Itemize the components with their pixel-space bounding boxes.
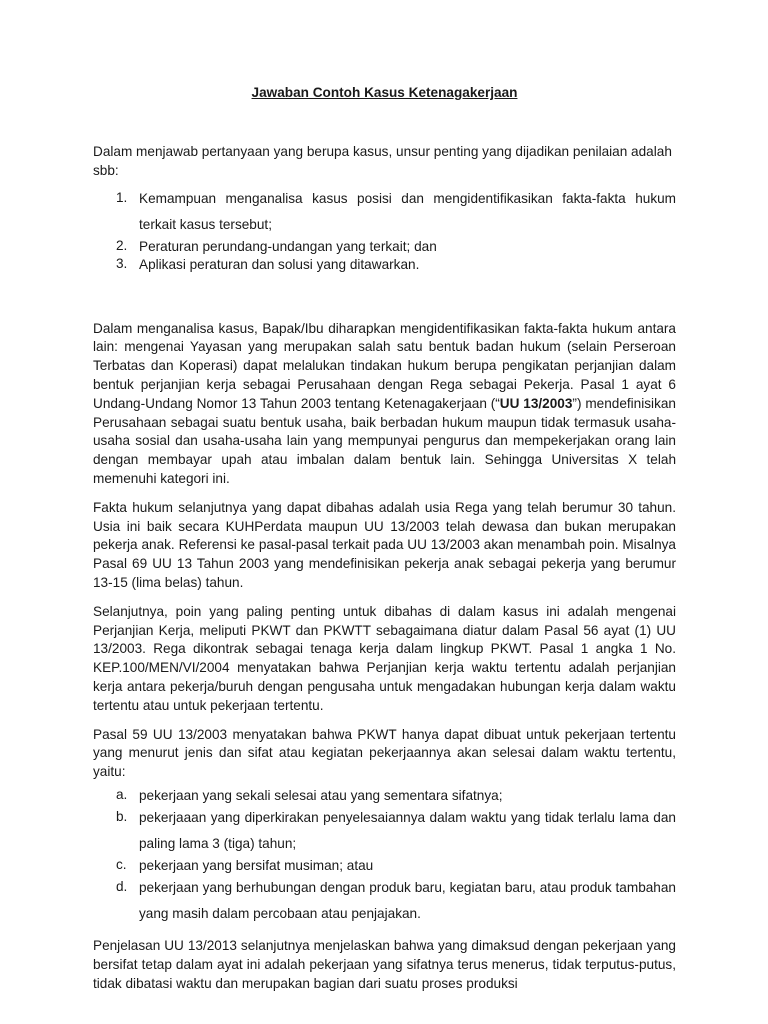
pkwt-item (93, 787, 676, 805)
criteria-item (93, 238, 676, 256)
pkwt-item (93, 857, 676, 875)
list-item-text: Peraturan perundang-undangan yang terkait; dan (139, 238, 437, 254)
criteria-item (93, 186, 676, 238)
intro-paragraph: Dalam menjawab pertanyaan yang berupa kasus, unsur penting yang dijadikan penilaian adalah sbb: (93, 144, 672, 178)
list-marker: 2. (116, 237, 128, 253)
paragraph-penjelasan: Penjelasan UU 13/2013 selanjutnya menjelaskan bahwa yang dimaksud dengan pekerjaan yang bersifat tetap dalam ayat ini adalah pekerjaan yang sifatnya terus menerus, tidak terputus-putus, tidak dibatasi waktu dan merupakan bagian dari suatu proses produksi (93, 937, 676, 991)
list-marker: c. (116, 856, 127, 872)
pkwt-item (93, 805, 676, 857)
list-item-text: pekerjaan yang sekali selesai atau yang sementara sifatnya; (139, 787, 503, 803)
list-marker: 1. (116, 189, 128, 205)
list-item-text: Aplikasi peraturan dan solusi yang ditawarkan. (139, 256, 420, 272)
pkwt-list (93, 787, 676, 927)
list-marker: b. (116, 808, 128, 824)
paragraph-text: ”) mendefinisikan Perusahaan sebagai suatu bentuk usaha, baik berbadan hukum maupun tidak termasuk usaha-usaha sosial dan usaha-usaha lain yang mempunyai pengurus dan mempekerjakan orang lain dengan membayar upah atau imbalan dalam bentuk lain. Sehingga Universitas X telah memenuhi kategori ini. (93, 395, 676, 486)
document-body (93, 84, 676, 993)
list-marker: 3. (116, 255, 128, 271)
list-item-text: Kemampuan menganalisa kasus posisi dan mengidentifikasikan fakta-fakta hukum terkait kasus tersebut; (139, 190, 676, 232)
criteria-item (93, 256, 676, 274)
document-title: Jawaban Contoh Kasus Ketenagakerjaan (251, 85, 518, 100)
paragraph-perjanjian-kerja: Selanjutnya, poin yang paling penting untuk dibahas di dalam kasus ini adalah mengenai Perjanjian Kerja, meliputi PKWT dan PKWTT sebagaimana diatur dalam Pasal 56 ayat (1) UU 13/2003. Rega dikontrak sebagai tenaga kerja dalam lingkup PKWT. Pasal 1 angka 1 No. KEP.100/MEN/VI/2004 menyatakan bahwa Perjanjian kerja waktu tertentu adalah perjanjian kerja antara pekerja/buruh dengan pengusaha untuk mengadakan hubungan kerja dalam waktu tertentu atau untuk pekerjaan tertentu. (93, 603, 676, 713)
pkwt-item (93, 875, 676, 927)
paragraph-bold-term: UU 13/2003 (499, 395, 573, 411)
list-item-text: pekerjaan yang bersifat musiman; atau (139, 857, 374, 873)
criteria-list (93, 186, 676, 274)
list-item-text: pekerjaaan yang diperkirakan penyelesaiannya dalam waktu yang tidak terlalu lama dan paling lama 3 (tiga) tahun; (139, 809, 676, 851)
list-item-text: pekerjaan yang berhubungan dengan produk baru, kegiatan baru, atau produk tambahan yang masih dalam percobaan atau penjajakan. (139, 879, 676, 921)
list-marker: d. (116, 878, 128, 894)
paragraph-yayasan (93, 320, 676, 489)
paragraph-text: Dalam menganalisa kasus, Bapak/Ibu diharapkan mengidentifikasikan fakta-fakta hukum antara lain: mengenai Yayasan yang merupakan salah satu bentuk badan hukum (selain Perseroan Terbatas dan Koperasi) dapat melalukan tindakan hukum berupa pengikatan perjanjian dalam bentuk perjanjian kerja sebagai Perusahaan dengan Rega sebagai Pekerja. Pasal 1 ayat 6 Undang-Undang Nomor 13 Tahun 2003 tentang Ketenagakerjaan (“ (93, 320, 676, 411)
list-marker: a. (116, 786, 128, 802)
paragraph-usia: Fakta hukum selanjutnya yang dapat dibahas adalah usia Rega yang telah berumur 30 tahun. Usia ini baik secara KUHPerdata maupun UU 13/2003 telah dewasa dan bukan merupakan pekerja anak. Referensi ke pasal-pasal terkait pada UU 13/2003 akan menambah poin. Misalnya Pasal 69 UU 13 Tahun 2003 yang mendefinisikan pekerja anak sebagai pekerja yang berumur 13-15 (lima belas) tahun. (93, 499, 676, 590)
paragraph-pasal-59: Pasal 59 UU 13/2003 menyatakan bahwa PKWT hanya dapat dibuat untuk pekerjaan tertentu yang menurut jenis dan sifat atau kegiatan pekerjaannya akan selesai dalam waktu tertentu, yaitu: (93, 726, 676, 780)
